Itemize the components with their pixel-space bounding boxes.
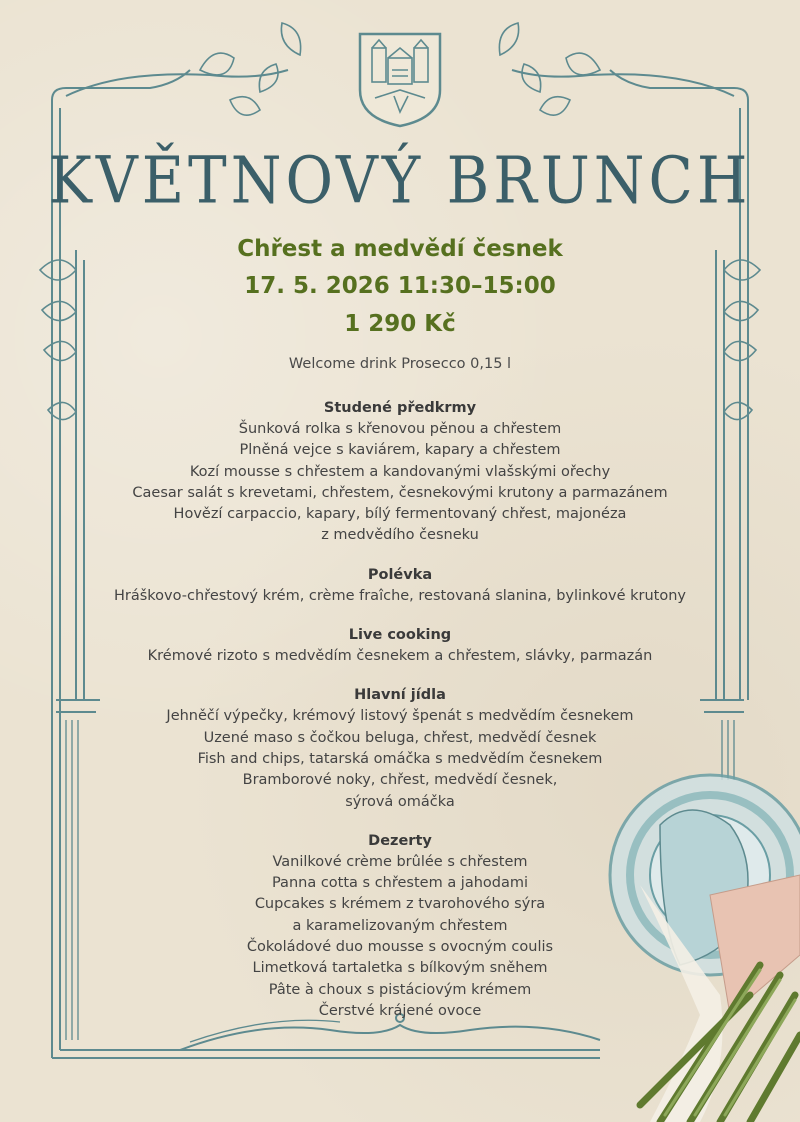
menu-item: Hráškovo-chřestový krém, crème fraîche, restovaná slanina, bylinkové krutony (114, 587, 686, 604)
menu-item: Hovězí carpaccio, kapary, bílý fermentovaný chřest, majonéza (173, 506, 627, 523)
menu-item: Kozí mousse s chřestem a kandovanými vlašskými ořechy (189, 463, 611, 480)
menu-sections (0, 398, 800, 1040)
menu-item: Čokoládové duo mousse s ovocným coulis (246, 939, 554, 956)
event-price: 1 290 Kč (344, 311, 456, 337)
menu-section-soup (0, 565, 800, 607)
menu-item: Caesar salát s krevetami, chřestem, česnekovými krutony a parmazánem (132, 484, 668, 501)
menu-item: Limetková tartaletka s bílkovým sněhem (252, 960, 548, 977)
menu-section-desserts (0, 831, 800, 1022)
menu-section-cold-starters (0, 398, 800, 547)
menu-item: Bramborové noky, chřest, medvědí česnek, (242, 772, 558, 789)
coat-of-arms-emblem (360, 34, 440, 126)
event-datetime: 17. 5. 2026 11:30–15:00 (244, 273, 556, 299)
section-heading: Hlavní jídla (354, 687, 446, 704)
menu-item: Krémové rizoto s medvědím česnekem a chřestem, slávky, parmazán (147, 648, 653, 665)
menu-item: sýrová omáčka (345, 793, 455, 810)
menu-item: Uzené maso s čočkou beluga, chřest, medvědí česnek (203, 729, 597, 746)
section-heading: Live cooking (348, 627, 452, 644)
menu-section-live-cooking (0, 625, 800, 667)
menu-item: Fish and chips, tatarská omáčka s medvědím česnekem (197, 750, 603, 767)
menu-section-main-courses (0, 685, 800, 812)
section-heading: Studené předkrmy (323, 400, 477, 416)
menu-item: Cupcakes s krémem z tvarohového sýra (254, 896, 546, 913)
menu-item: Panna cotta s chřestem a jahodami (271, 875, 529, 892)
menu-subtitle: Chřest a medvědí česnek (237, 236, 563, 262)
section-heading: Polévka (367, 566, 433, 583)
menu-item: Plněná vejce s kaviárem, kapary a chřestem (239, 442, 561, 459)
menu-item: Šunková rolka s křenovou pěnou a chřestem (238, 421, 562, 437)
menu-item: Čerstvé krájené ovoce (318, 1002, 482, 1019)
section-heading: Dezerty (368, 832, 432, 849)
menu-title: KVĚTNOVÝ BRUNCH (48, 141, 752, 219)
menu-item: Pâte à choux s pistáciovým krémem (268, 981, 532, 998)
menu-item: z medvědího česneku (321, 527, 479, 544)
menu-item: Jehněčí výpečky, krémový listový špenát s medvědím česnekem (166, 708, 634, 725)
menu-item: Vanilkové crème brûlée s chřestem (272, 853, 528, 870)
welcome-drink: Welcome drink Prosecco 0,15 l (288, 356, 512, 372)
menu-item: a karamelizovaným chřestem (292, 917, 508, 934)
